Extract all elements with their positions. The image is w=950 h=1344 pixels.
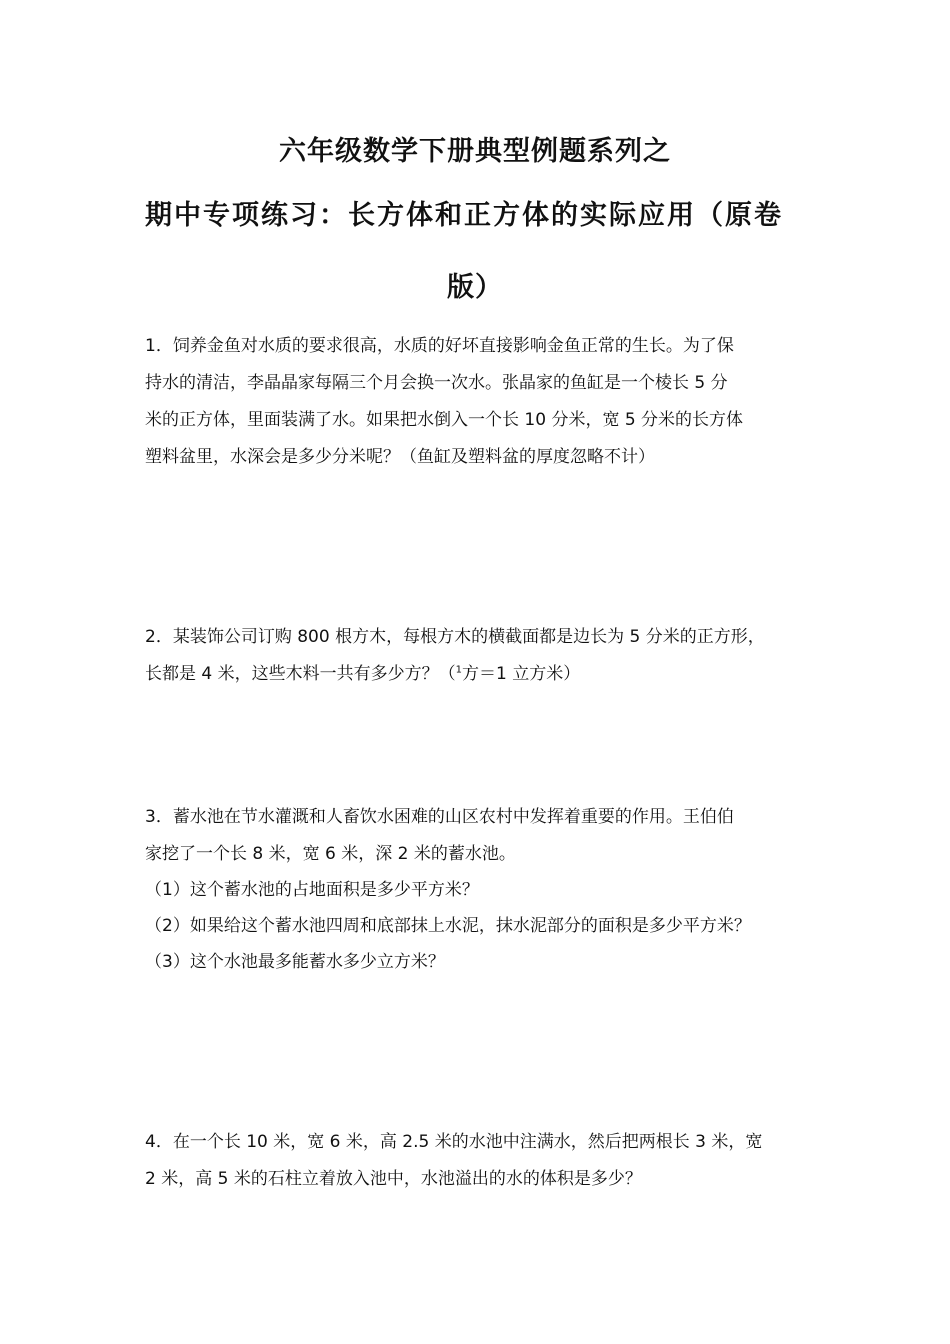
question-3-sub-2: （2）如果给这个蓄水池四周和底部抹上水泥，抹水泥部分的面积是多少平方米？	[145, 916, 751, 936]
question-2-line-2-end: 方＝1 立方米）	[462, 664, 581, 684]
question-4-line-1: 4．在一个长 10 米，宽 6 米，高 2.5 米的水池中注满水，然后把两根长 3 米，宽	[145, 1132, 763, 1152]
question-3-sub-3: （3）这个水池最多能蓄水多少立方米？	[145, 952, 445, 972]
question-4-line-2: 2 米，高 5 米的石柱立着放入池中，水池溢出的水的体积是多少？	[145, 1169, 642, 1189]
question-1-line-4: 塑料盆里，水深会是多少分米呢？（鱼缸及塑料盆的厚度忽略不计）	[145, 447, 655, 467]
question-1-line-3: 米的正方体，里面装满了水。如果把水倒入一个长 10 分米，宽 5 分米的长方体	[145, 410, 744, 430]
title-line-3: 版）	[447, 272, 503, 303]
title-line-2: 期中专项练习：长方体和正方体的实际应用（原卷	[145, 200, 783, 231]
title-line-1: 六年级数学下册典型例题系列之	[279, 136, 671, 167]
question-3-sub-1: （1）这个蓄水池的占地面积是多少平方米？	[145, 880, 479, 900]
question-2-superscript: 1	[455, 664, 462, 676]
question-1-line-1: 1．饲养金鱼对水质的要求很高，水质的好坏直接影响金鱼正常的生长。为了保	[145, 336, 734, 356]
question-2-line-2-text: 长都是 4 米，这些木料一共有多少方？（	[145, 664, 456, 684]
question-2-line-2	[145, 662, 825, 686]
question-2-line-1: 2．某装饰公司订购 800 根方木，每根方木的横截面都是边长为 5 分米的正方形，	[145, 627, 765, 647]
question-3-line-1: 3．蓄水池在节水灌溉和人畜饮水困难的山区农村中发挥着重要的作用。王伯伯	[145, 807, 734, 827]
question-1-line-2: 持水的清洁，李晶晶家每隔三个月会换一次水。张晶家的鱼缸是一个棱长 5 分	[145, 373, 728, 393]
question-3-line-2: 家挖了一个长 8 米，宽 6 米，深 2 米的蓄水池。	[145, 844, 516, 864]
